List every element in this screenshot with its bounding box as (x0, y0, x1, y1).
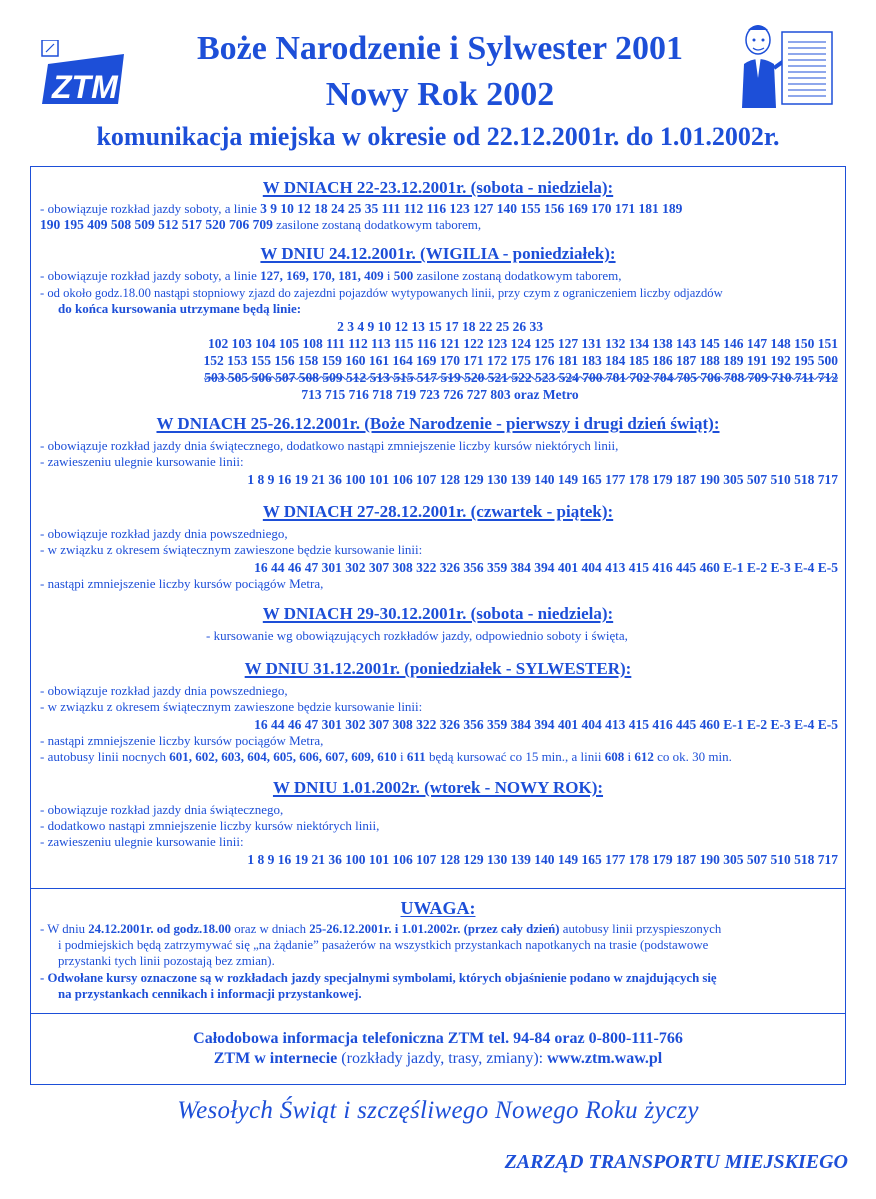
notice-line: przystanki tych linii pozostają bez zmian). (58, 954, 275, 968)
greeting: Wesołych Świąt i szczęśliwego Nowego Roku życzy (177, 1097, 699, 1124)
section-line: - obowiązuje rozkład jazdy dnia powszedniego, (40, 526, 288, 541)
line-numbers: 152 153 155 156 158 159 160 161 164 169 170 171 172 175 176 181 183 184 185 186 187 188 189 191 192 195 500 (203, 353, 838, 368)
line-numbers: 2 3 4 9 10 12 13 15 17 18 22 25 26 33 (337, 319, 543, 334)
section-line: - obowiązuje rozkład jazdy soboty, a linie 3 9 10 12 18 24 25 35 111 112 116 123 127 140 155 156 169 170 171 181 189 (40, 201, 683, 216)
line-numbers: 713 715 716 718 719 723 726 727 803 oraz Metro (301, 387, 579, 402)
section-line: - autobusy linii nocnych 601, 602, 603, 604, 605, 606, 607, 609, 610 i 611 będą kursować co 15 min., a linii 608 i 612 co ok. 30 min. (40, 749, 732, 764)
section-heading: W DNIU 1.01.2002r. (wtorek - NOWY ROK): (272, 778, 604, 797)
section-line: - obowiązuje rozkład jazdy dnia świątecznego, (40, 802, 284, 817)
line-numbers-cancelled: 503 505 506 507 508 509 512 513 515 517 519 520 521 522 523 524 700 701 702 704 705 706 708 709 710 711 712 (204, 370, 838, 385)
section-line: - obowiązuje rozkład jazdy dnia świątecznego, dodatkowo nastąpi zmniejszenie liczby kursów niektórych linii, (40, 438, 619, 453)
section-line: - w związku z okresem świątecznym zawieszone będzie kursowanie linii: (40, 542, 423, 557)
notice-line: - W dniu 24.12.2001r. od godz.18.00 oraz w dniach 25-26.12.2001r. i 1.01.2002r. (przez cały dzień) autobusy linii przyspieszonych (40, 922, 722, 936)
page-subtitle: komunikacja miejska w okresie od 22.12.2001r. do 1.01.2002r. (96, 122, 780, 151)
notice-line: - Odwołane kursy oznaczone są w rozkładach jazdy specjalnymi symbolami, których objaśnienie podano w znajdujących się (40, 971, 717, 985)
line-numbers: 1 8 9 16 19 21 36 100 101 106 107 128 129 130 139 140 149 165 177 178 179 187 190 305 507 510 518 717 (247, 472, 838, 487)
section-line: do końca kursowania utrzymane będą linie: (58, 301, 302, 316)
internet-info: ZTM w internecie (rozkłady jazdy, trasy, zmiany): www.ztm.waw.pl (213, 1050, 663, 1067)
phone-info: Całodobowa informacja telefoniczna ZTM tel. 94-84 oraz 0-800-111-766 (193, 1030, 683, 1047)
footer-signature: ZARZĄD TRANSPORTU MIEJSKIEGO (504, 1151, 848, 1173)
box-divider (31, 1013, 845, 1014)
section-line: - zawieszeniu ulegnie kursowanie linii: (40, 834, 244, 849)
mascot-illustration (736, 18, 836, 116)
section-heading: W DNIACH 27-28.12.2001r. (czwartek - piątek): (262, 502, 614, 521)
section-line: - obowiązuje rozkład jazdy dnia powszedniego, (40, 683, 288, 698)
section-heading: W DNIACH 29-30.12.2001r. (sobota - niedziela): (262, 604, 614, 623)
section-line: - nastąpi zmniejszenie liczby kursów pociągów Metra, (40, 576, 324, 591)
section-line: - w związku z okresem świątecznym zawieszone będzie kursowanie linii: (40, 699, 423, 714)
line-numbers: 16 44 46 47 301 302 307 308 322 326 356 359 384 394 401 404 413 415 416 445 460 E-1 E-2 E-3 E-4 E-5 (254, 717, 838, 732)
page-title-line2: Nowy Rok 2002 (325, 76, 555, 113)
line-numbers: 1 8 9 16 19 21 36 100 101 106 107 128 129 130 139 140 149 165 177 178 179 187 190 305 507 510 518 717 (247, 852, 838, 867)
section-line: - kursowanie wg obowiązujących rozkładów jazdy, odpowiednio soboty i święta, (206, 628, 628, 643)
logo-text: ZTM (52, 69, 118, 105)
line-numbers: 16 44 46 47 301 302 307 308 322 326 356 359 384 394 401 404 413 415 416 445 460 E-1 E-2 E-3 E-4 E-5 (254, 560, 838, 575)
section-line: 190 195 409 508 509 512 517 520 706 709 zasilone zostaną dodatkowym taborem, (40, 217, 482, 232)
box-divider (31, 888, 845, 889)
section-heading: W DNIU 31.12.2001r. (poniedziałek - SYLWESTER): (244, 659, 632, 678)
section-line: - obowiązuje rozkład jazdy soboty, a linie 127, 169, 170, 181, 409 i 500 zasilone zostaną dodatkowym taborem, (40, 268, 622, 283)
section-heading: W DNIU 24.12.2001r. (WIGILIA - poniedziałek): (260, 244, 616, 263)
page-title-line1: Boże Narodzenie i Sylwester 2001 (197, 30, 683, 67)
ztm-logo (38, 40, 130, 106)
notice-line: i podmiejskich będą zatrzymywać się „na żądanie” pasażerów na wszystkich przystankach napotkanych na trasie (podstawowe (58, 938, 709, 952)
section-line: - dodatkowo nastąpi zmniejszenie liczby kursów niektórych linii, (40, 818, 380, 833)
line-numbers: 102 103 104 105 108 111 112 113 115 116 121 122 123 124 125 127 131 132 134 138 143 145 146 147 148 150 151 (207, 336, 838, 351)
section-line: - od około godz.18.00 nastąpi stopniowy zjazd do zajezdni pojazdów wytypowanych linii, przy czym z ograniczeniem liczby odjazdów (40, 286, 723, 300)
section-line: - nastąpi zmniejszenie liczby kursów pociągów Metra, (40, 733, 324, 748)
section-heading: W DNIACH 22-23.12.2001r. (sobota - niedziela): (262, 178, 614, 197)
section-line: - zawieszeniu ulegnie kursowanie linii: (40, 454, 244, 469)
notice-title: UWAGA: (400, 898, 476, 918)
section-heading: W DNIACH 25-26.12.2001r. (Boże Narodzenie - pierwszy i drugi dzień świąt): (156, 414, 720, 433)
website-link[interactable]: www.ztm.waw.pl (547, 1050, 663, 1067)
notice-line: na przystankach cennikach i informacji przystankowej. (58, 987, 362, 1001)
